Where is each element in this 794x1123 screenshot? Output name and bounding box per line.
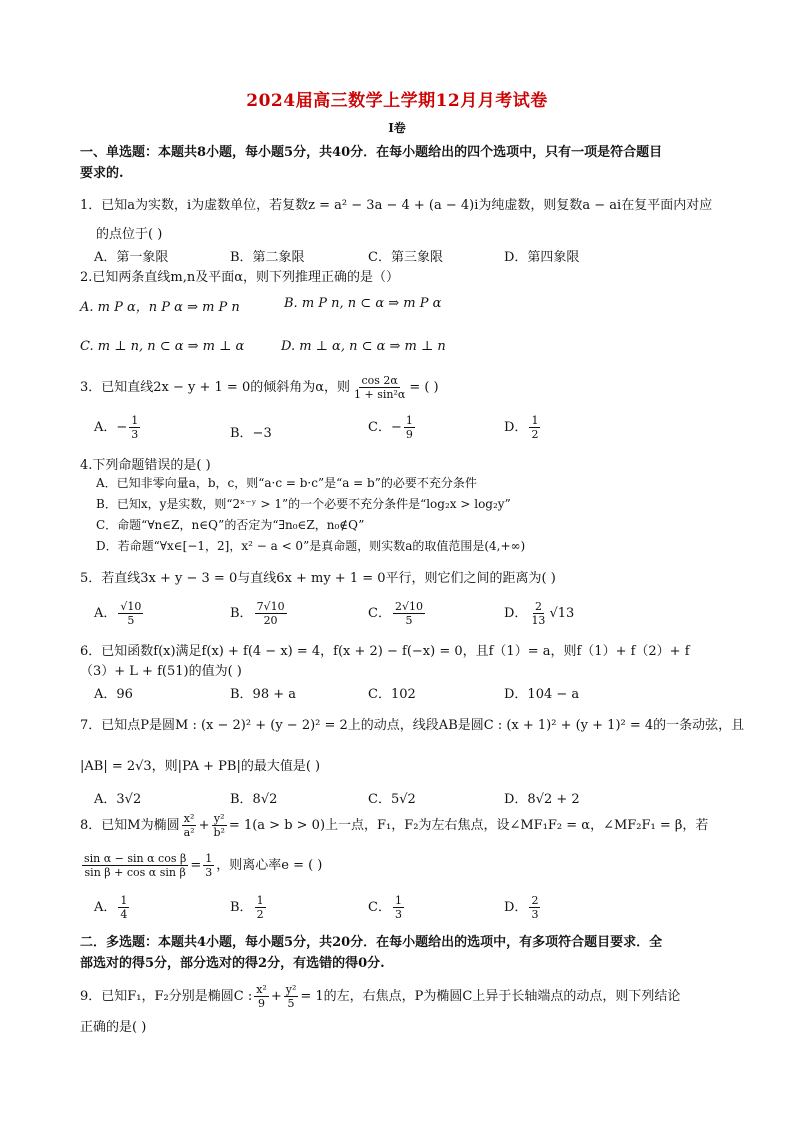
q5-c-den: 5 xyxy=(405,614,413,627)
q8-ellipse-y-fraction xyxy=(211,812,226,839)
q8-option-b xyxy=(230,894,268,921)
q8-option-b-fraction xyxy=(255,894,266,921)
q4-option-c: C．命题“∀n∈Z，n∈Q”的否定为“∃n₀∈Z，n₀∉Q” xyxy=(96,518,365,532)
q2-option-c: C. m ⊥ n, n ⊂ α ⇒ m ⊥ α xyxy=(80,339,245,354)
q6-option-d: D．104 − a xyxy=(504,687,580,702)
q9-stem-line1 xyxy=(80,983,680,1010)
q9-plus: + xyxy=(270,989,282,1004)
q3-stem-text: 3．已知直线2x − y + 1 = 0的倾斜角为α，则 xyxy=(80,380,351,395)
q2-stem: 2.已知两条直线m,n及平面α，则下列推理正确的是（） xyxy=(80,270,400,285)
q3-option-d-fraction xyxy=(529,414,540,441)
q5-option-d xyxy=(504,600,574,627)
q4-option-b: B．已知x，y是实数，则“2ˣ⁻ʸ > 1”的一个必要不充分条件是“log₂x > log₂y” xyxy=(96,497,511,511)
q3-option-d-prefix: D． xyxy=(504,420,528,435)
q3-a-num: 1 xyxy=(131,414,139,427)
q3-expression-fraction xyxy=(352,374,407,401)
q3-frac-denominator: 1 + sin²α xyxy=(354,388,406,401)
q8-equals: = xyxy=(190,858,202,873)
q6-stem-line1: 6．已知函数f(x)满足f(x) + f(4 − x) = 4，f(x + 2) − f(−x) = 0，且f（1）= a，则f（1）+ f（2）+ f xyxy=(80,644,690,659)
q3-option-c-prefix: C．− xyxy=(368,420,402,435)
q5-option-b xyxy=(230,600,289,627)
q7-option-b: B．8√2 xyxy=(230,792,278,807)
q6-option-b: B．98 + a xyxy=(230,687,297,702)
q7-stem-line2: |AB| = 2√3，则|PA + PB|的最大值是( ) xyxy=(80,759,321,774)
q6-option-a: A．96 xyxy=(94,687,133,702)
q9-stem-text: 9．已知F₁，F₂分别是椭圆C : xyxy=(80,989,253,1004)
q8-c-den: 3 xyxy=(394,908,402,921)
q8-option-c xyxy=(368,894,406,921)
q8-option-d-fraction xyxy=(529,894,540,921)
q5-d-den: 13 xyxy=(531,614,546,627)
q8-stem-line2 xyxy=(80,852,322,879)
q8-third-num: 1 xyxy=(205,852,213,865)
section1-instruction-line1: 一、单选题：本题共8小题，每小题5分，共40分．在每小题给出的四个选项中，只有一项是符合题目 xyxy=(80,145,663,160)
q1-option-a: A．第一象限 xyxy=(94,250,169,265)
q8-plus: + xyxy=(198,818,210,833)
q7-option-a: A．3√2 xyxy=(94,792,142,807)
q5-option-b-prefix: B． xyxy=(230,606,253,621)
q8-x-den: a² xyxy=(183,826,195,839)
q5-option-b-fraction xyxy=(255,600,287,627)
q5-option-c xyxy=(368,600,427,627)
q8-option-a-fraction xyxy=(118,894,129,921)
q6-stem-line2: （3）+ L + f(51)的值为( ) xyxy=(80,664,242,679)
q8-stem-tail: = 1(a > b > 0)上一点，F₁，F₂为左右焦点，设∠MF₁F₂ = α，∠MF₂F₁ = β，若 xyxy=(228,818,709,833)
q1-option-b: B．第二象限 xyxy=(230,250,305,265)
section1-instruction-line2: 要求的. xyxy=(80,166,124,181)
q5-option-a-fraction xyxy=(118,600,143,627)
q8-ellipse-x-fraction xyxy=(182,812,197,839)
q5-a-num: √10 xyxy=(120,600,142,613)
q3-d-num: 1 xyxy=(531,414,539,427)
q2-option-a: A. m P α，n P α ⇒ m P n xyxy=(80,300,240,315)
q3-stem xyxy=(80,374,439,401)
q2-option-b: B. m P n, n ⊂ α ⇒ m P α xyxy=(284,296,442,311)
q9-stem-line2: 正确的是( ) xyxy=(80,1020,147,1035)
q9-y-den: 5 xyxy=(287,997,295,1010)
q5-b-num: 7√10 xyxy=(256,600,285,613)
q5-option-a-prefix: A． xyxy=(94,606,117,621)
q8-option-b-prefix: B． xyxy=(230,900,253,915)
section2-instruction-line1: 二．多选题：本题共4小题，每小题5分，共20分．在每小题给出的选项中，有多项符合题目要求．全 xyxy=(80,935,663,950)
q3-c-num: 1 xyxy=(405,414,413,427)
q8-stem-question: ，则离心率e = ( ) xyxy=(216,858,323,873)
q8-option-a-prefix: A． xyxy=(94,900,117,915)
q7-stem-line1: 7．已知点P是圆M : (x − 2)² + (y − 2)² = 2上的动点，线段AB是圆C : (x + 1)² + (y + 1)² = 4的一条动弦，且 xyxy=(80,718,745,733)
q3-option-b: B．−3 xyxy=(230,426,272,441)
q5-option-c-prefix: C． xyxy=(368,606,391,621)
q8-third-den: 3 xyxy=(205,866,213,879)
q8-d-den: 3 xyxy=(531,908,539,921)
q5-b-den: 20 xyxy=(263,614,278,627)
q3-option-c-fraction xyxy=(404,414,415,441)
q8-option-c-fraction xyxy=(393,894,404,921)
q9-x-num: x² xyxy=(256,983,267,996)
q8-x-num: x² xyxy=(183,812,195,825)
q9-x-den: 9 xyxy=(258,997,266,1010)
q8-c-num: 1 xyxy=(394,894,402,907)
q3-d-den: 2 xyxy=(531,428,539,441)
q1-stem-line1: 1．已知a为实数，i为虚数单位，若复数z = a² − 3a − 4 + (a − 4)i为纯虚数，则复数a − ai在复平面内对应 xyxy=(80,198,713,213)
q4-option-a: A．已知非零向量a，b，c，则“a·c = b·c”是“a = b”的必要不充分条件 xyxy=(96,476,477,490)
q9-x-fraction xyxy=(254,983,269,1010)
q9-y-fraction xyxy=(284,983,299,1010)
q6-option-c: C．102 xyxy=(368,687,416,702)
q8-stem-line1 xyxy=(80,812,708,839)
q8-y-num: y² xyxy=(213,812,225,825)
q8-ratio-num: sin α − sin α cos β xyxy=(84,852,187,865)
q4-option-d: D．若命题“∀x∈[−1，2]，x² − a < 0”是真命题，则实数a的取值范围是(4,+∞) xyxy=(96,539,526,553)
q8-ratio-den: sin β + cos α sin β xyxy=(84,866,186,879)
q5-option-a xyxy=(94,600,145,627)
q1-option-c: C．第三象限 xyxy=(368,250,443,265)
q7-option-c: C．5√2 xyxy=(368,792,416,807)
q5-d-num: 2 xyxy=(534,600,542,613)
q3-option-d xyxy=(504,414,542,441)
q8-d-num: 2 xyxy=(531,894,539,907)
q2-option-d: D. m ⊥ α, n ⊂ α ⇒ m ⊥ n xyxy=(281,339,446,354)
q9-stem-tail: = 1的左，右焦点，P为椭圆C上异于长轴端点的动点，则下列结论 xyxy=(300,989,681,1004)
q3-option-c xyxy=(368,414,417,441)
q8-option-d xyxy=(504,894,542,921)
q5-option-c-fraction xyxy=(393,600,425,627)
q3-option-a-fraction xyxy=(129,414,140,441)
q3-c-den: 9 xyxy=(405,428,413,441)
q5-stem: 5．若直线3x + y − 3 = 0与直线6x + my + 1 = 0平行，则它们之间的距离为( ) xyxy=(80,571,556,586)
q7-option-d: D．8√2 + 2 xyxy=(504,792,580,807)
q3-option-a-prefix: A．− xyxy=(94,420,128,435)
q5-option-d-prefix: D． xyxy=(504,606,528,621)
q8-b-den: 2 xyxy=(256,908,264,921)
q8-b-num: 1 xyxy=(256,894,264,907)
q4-stem: 4.下列命题错误的是( ) xyxy=(80,458,211,473)
q3-stem-tail: = ( ) xyxy=(409,380,439,395)
q8-third-fraction xyxy=(203,852,214,879)
q8-ratio-fraction xyxy=(82,852,188,879)
q1-stem-line2: 的点位于( ) xyxy=(96,227,163,242)
q8-a-num: 1 xyxy=(120,894,128,907)
q9-y-num: y² xyxy=(285,983,297,996)
q8-y-den: b² xyxy=(213,826,225,839)
q8-option-a xyxy=(94,894,131,921)
q3-option-a xyxy=(94,414,142,441)
q3-a-den: 3 xyxy=(131,428,139,441)
q8-option-c-prefix: C． xyxy=(368,900,391,915)
q3-frac-numerator: cos 2α xyxy=(361,374,398,387)
q8-a-den: 4 xyxy=(120,908,128,921)
q5-a-den: 5 xyxy=(127,614,135,627)
section2-instruction-line2: 部选对的得5分，部分选对的得2分，有选错的得0分. xyxy=(80,956,385,971)
q5-option-d-fraction xyxy=(529,600,547,627)
q1-option-d: D．第四象限 xyxy=(504,250,580,265)
q5-c-num: 2√10 xyxy=(394,600,423,613)
volume-label: I卷 xyxy=(388,121,406,135)
exam-title: 2024届高三数学上学期12月月考试卷 xyxy=(246,91,548,111)
q5-option-d-suffix: √13 xyxy=(549,606,575,621)
q8-stem-text: 8．已知M为椭圆 xyxy=(80,818,180,833)
q8-option-d-prefix: D． xyxy=(504,900,528,915)
